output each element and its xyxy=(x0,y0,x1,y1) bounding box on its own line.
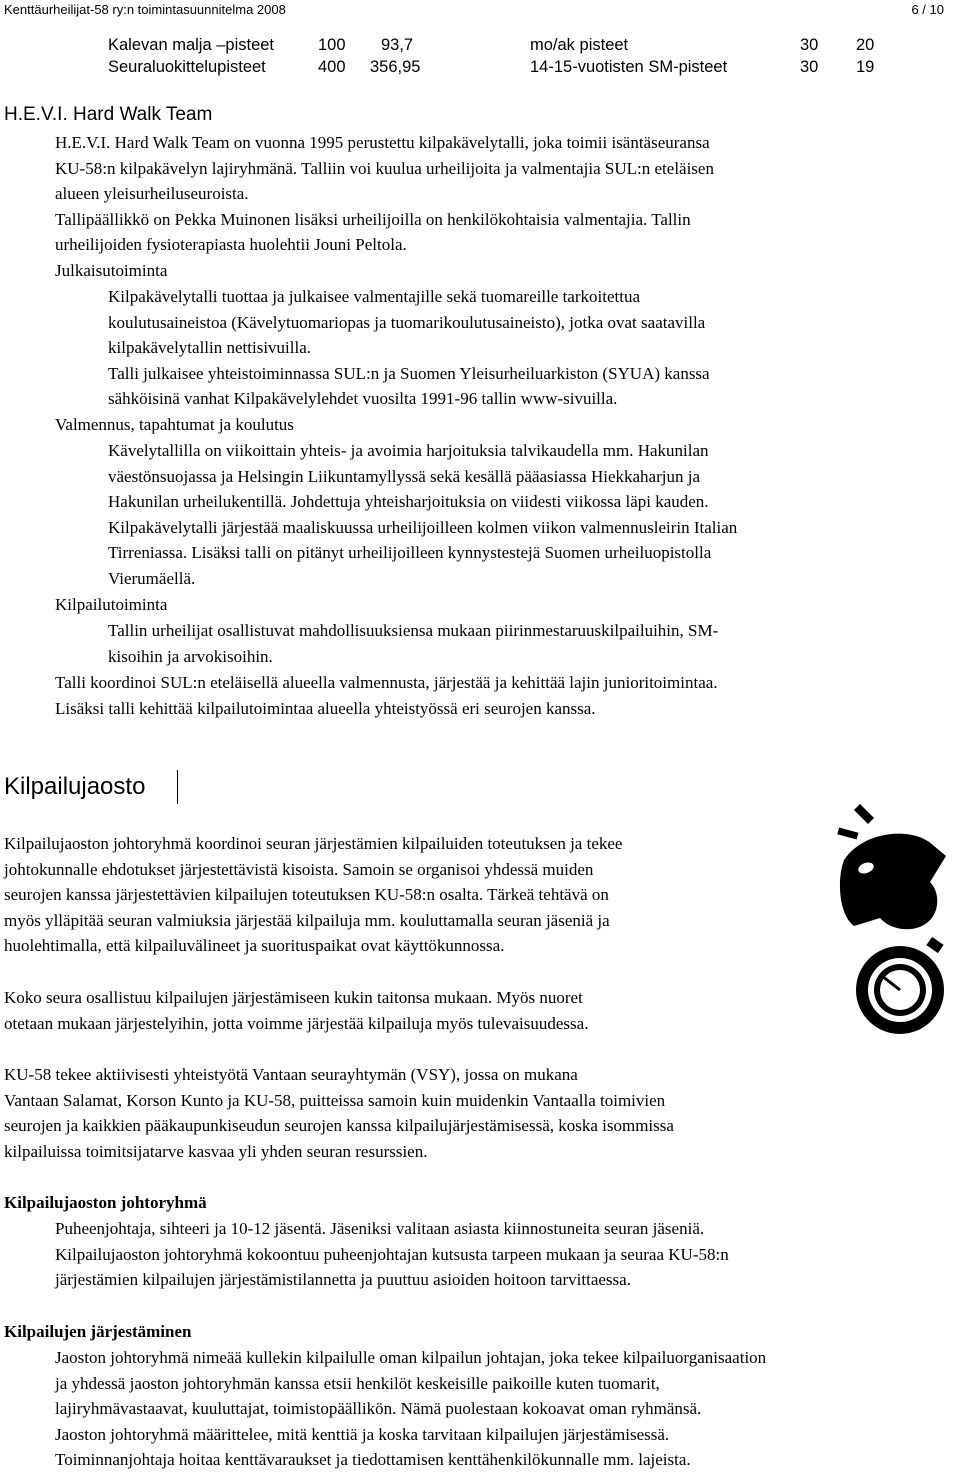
text-line: Vierumäellä. xyxy=(108,568,196,588)
text-line: seurojen kanssa järjestettävien kilpailujen toteutuksen KU-58:n osalta. Tärkeä tehtävä on xyxy=(4,885,609,905)
kilpailujaosto-paragraph-1 xyxy=(4,831,622,959)
text-line: kisoihin ja arvokisoihin. xyxy=(108,646,273,666)
text-line: johtokunnalle ehdotukset järjestettävistä kisoista. Samoin se organisoi yhdessä muiden xyxy=(4,859,594,879)
text-line: otetaan mukaan järjestelyihin, jotta voimme järjestää kilpailuja myös tulevaisuudessa. xyxy=(4,1013,589,1033)
score-label: Seuraluokittelupisteet xyxy=(108,58,266,76)
score-value: 20 xyxy=(856,36,875,54)
text-line: sähköisinä vanhat Kilpakävelylehdet vuosilta 1991-96 tallin www-sivuilla. xyxy=(108,389,618,409)
text-line: Kilpailujaoston johtoryhmä koordinoi seuran järjestämien kilpailuiden toteutuksen ja tekee xyxy=(4,834,623,853)
hevi-paragraph xyxy=(55,130,714,284)
section-heading-hevi: H.E.V.I. Hard Walk Team xyxy=(4,104,213,125)
text-line: Tallipäällikkö on Pekka Muinonen lisäksi urheilijoilla on henkilökohtaisia valmentajia. Tallin xyxy=(55,209,691,229)
text-line: kilpakävelytallin nettisivuilla. xyxy=(108,338,312,358)
score-value: 30 xyxy=(800,36,819,54)
text-line: Jaoston johtoryhmä määrittelee, mitä kenttiä ja koska tarvitaan kilpailujen järjestämisessä. xyxy=(55,1424,670,1444)
score-value: 30 xyxy=(800,58,819,76)
text-line: Kilpakävelytalli tuottaa ja julkaisee valmentajille sekä tuomareille tarkoitettua xyxy=(108,287,640,306)
score-value: 19 xyxy=(856,58,875,76)
score-value: 93,7 xyxy=(381,36,414,54)
text-line: koulutusaineistoa (Kävelytuomariopas ja tuomarikoulutusaineisto), jotka ovat saatavilla xyxy=(108,312,706,332)
subheading-johtoryhma: Kilpailujaoston johtoryhmä xyxy=(4,1193,207,1212)
hevi-closing xyxy=(55,670,718,721)
section-heading-kilpailujaosto: Kilpailujaosto xyxy=(4,773,146,800)
text-line: Vantaan Salamat, Korson Kunto ja KU-58, puitteissa samoin kuin muidenkin Vantaalla toimivien xyxy=(4,1090,666,1110)
stopwatch-icon xyxy=(834,800,954,1040)
score-value: 356,95 xyxy=(370,58,421,76)
text-line: seurojen ja kaikkien pääkaupunkiseudun seurojen kanssa kilpailujärjestämisessä, koska isommissa xyxy=(4,1116,674,1136)
text-line: alueen yleisurheiluseuroista. xyxy=(55,184,249,204)
subheading-jarjestaminen: Kilpailujen järjestäminen xyxy=(4,1322,192,1341)
jarjestaminen-text xyxy=(55,1345,766,1473)
text-line: urheilijoiden fysioterapiasta huolehtii Jouni Peltola. xyxy=(55,235,407,255)
julkaisutoiminta-text xyxy=(108,284,710,412)
text-line: väestönsuojassa ja Helsingin Liikuntamyllyssä sekä kesällä pääasiassa Hiekkaharjun ja xyxy=(108,466,701,486)
score-label: 14-15-vuotisten SM-pisteet xyxy=(530,58,728,76)
score-label: Kalevan malja –pisteet xyxy=(108,36,275,54)
text-line: Kävelytallilla on viikoittain yhteis- ja avoimia harjoituksia talvikaudella mm. Hakunilan xyxy=(108,441,709,460)
score-label: mo/ak pisteet xyxy=(530,36,629,54)
text-line: H.E.V.I. Hard Walk Team on vuonna 1995 perustettu kilpakävelytalli, joka toimii isäntäseuransa xyxy=(55,133,710,152)
valmennus-text xyxy=(108,438,737,592)
text-line: Kilpailujaoston johtoryhmä kokoontuu puheenjohtajan kutsusta tarpeen mukaan ja seuraa KU-58:n xyxy=(55,1244,729,1264)
score-value: 100 xyxy=(318,36,346,54)
text-line: Jaoston johtoryhmä nimeää kullekin kilpailulle oman kilpailun johtajan, joka tekee kilpailuorganisaation xyxy=(55,1348,767,1367)
subheading-julkaisutoiminta: Julkaisutoiminta xyxy=(55,260,168,280)
text-line: Tirreniassa. Lisäksi talli on pitänyt urheilijoilleen kynnystestejä Suomen urheiluopistolla xyxy=(108,543,712,563)
text-line: huolehtimalla, että kilpailuvälineet ja suorituspaikat ovat käyttökunnossa. xyxy=(4,936,505,956)
text-line: lajiryhmävastaavat, kuuluttajat, toimistopäällikön. Nämä puolestaan kokoavat oman ryhmänsä. xyxy=(55,1399,702,1419)
text-line: Toiminnanjohtaja hoitaa kenttävaraukset ja tiedottamisen kenttähenkilökunnalle mm. lajeista. xyxy=(55,1450,691,1470)
text-line: kilpailuissa toimitsijatarve kasvaa yli yhden seuran resurssien. xyxy=(4,1141,428,1161)
text-line: Hakunilan urheilukentillä. Johdettuja yhteisharjoituksia on viidesti viikossa läpi kauden. xyxy=(108,492,709,512)
score-value: 400 xyxy=(318,58,346,76)
text-line: ja yhdessä jaoston johtoryhmän kanssa etsii henkilöt keskeisille paikoille kuten tuomarit, xyxy=(55,1373,660,1393)
subheading-kilpailutoiminta: Kilpailutoiminta xyxy=(55,595,168,614)
text-line: KU-58:n kilpakävelyn lajiryhmänä. Talliin voi kuulua urheilijoita ja valmentajia SUL:n eteläisen xyxy=(55,158,714,178)
text-line: Kilpakävelytalli järjestää maaliskuussa urheilijoilleen kolmen viikon valmennusleirin Italian xyxy=(108,517,738,537)
text-line: Lisäksi talli kehittää kilpailutoimintaa alueella yhteistyössä eri seurojen kanssa. xyxy=(55,698,596,718)
subheading-valmennus: Valmennus, tapahtumat ja koulutus xyxy=(55,415,294,434)
kilpailujaosto-paragraph-3 xyxy=(4,1062,674,1164)
text-line: Tallin urheilijat osallistuvat mahdollisuuksiensa mukaan piirinmestaruuskilpailuihin, SM- xyxy=(108,621,719,640)
text-line: Koko seura osallistuu kilpailujen järjestämiseen kukin taitonsa mukaan. Myös nuoret xyxy=(4,988,583,1007)
page-number: 6 / 10 xyxy=(911,2,944,17)
kilpailutoiminta-text xyxy=(108,618,718,669)
text-line: myös ylläpitää seuran valmiuksia järjestää kilpailuja mm. kouluttamalla seuran jäseniä ja xyxy=(4,910,610,930)
text-line: järjestämien kilpailujen järjestämistilannetta ja puuttuu asioiden hoitoon tarvittaessa. xyxy=(55,1270,631,1290)
text-line: KU-58 tekee aktiivisesti yhteistyötä Vantaan seurayhtymän (VSY), jossa on mukana xyxy=(4,1065,578,1084)
text-cursor xyxy=(177,770,178,804)
document-header-title: Kenttäurheilijat-58 ry:n toimintasuunnitelma 2008 xyxy=(4,2,286,17)
text-line: Puheenjohtaja, sihteeri ja 10-12 jäsentä. Jäseniksi valitaan asiasta kiinnostuneita seuran jäseniä. xyxy=(55,1219,705,1238)
text-line: Talli julkaisee yhteistoiminnassa SUL:n ja Suomen Yleisurheiluarkiston (SYUA) kanssa xyxy=(108,363,710,383)
kilpailujaosto-paragraph-2 xyxy=(4,985,588,1036)
text-line: Talli koordinoi SUL:n eteläisellä alueella valmennusta, järjestää ja kehittää lajin junioritoimintaa. xyxy=(55,673,718,692)
johtoryhma-text xyxy=(55,1216,729,1293)
